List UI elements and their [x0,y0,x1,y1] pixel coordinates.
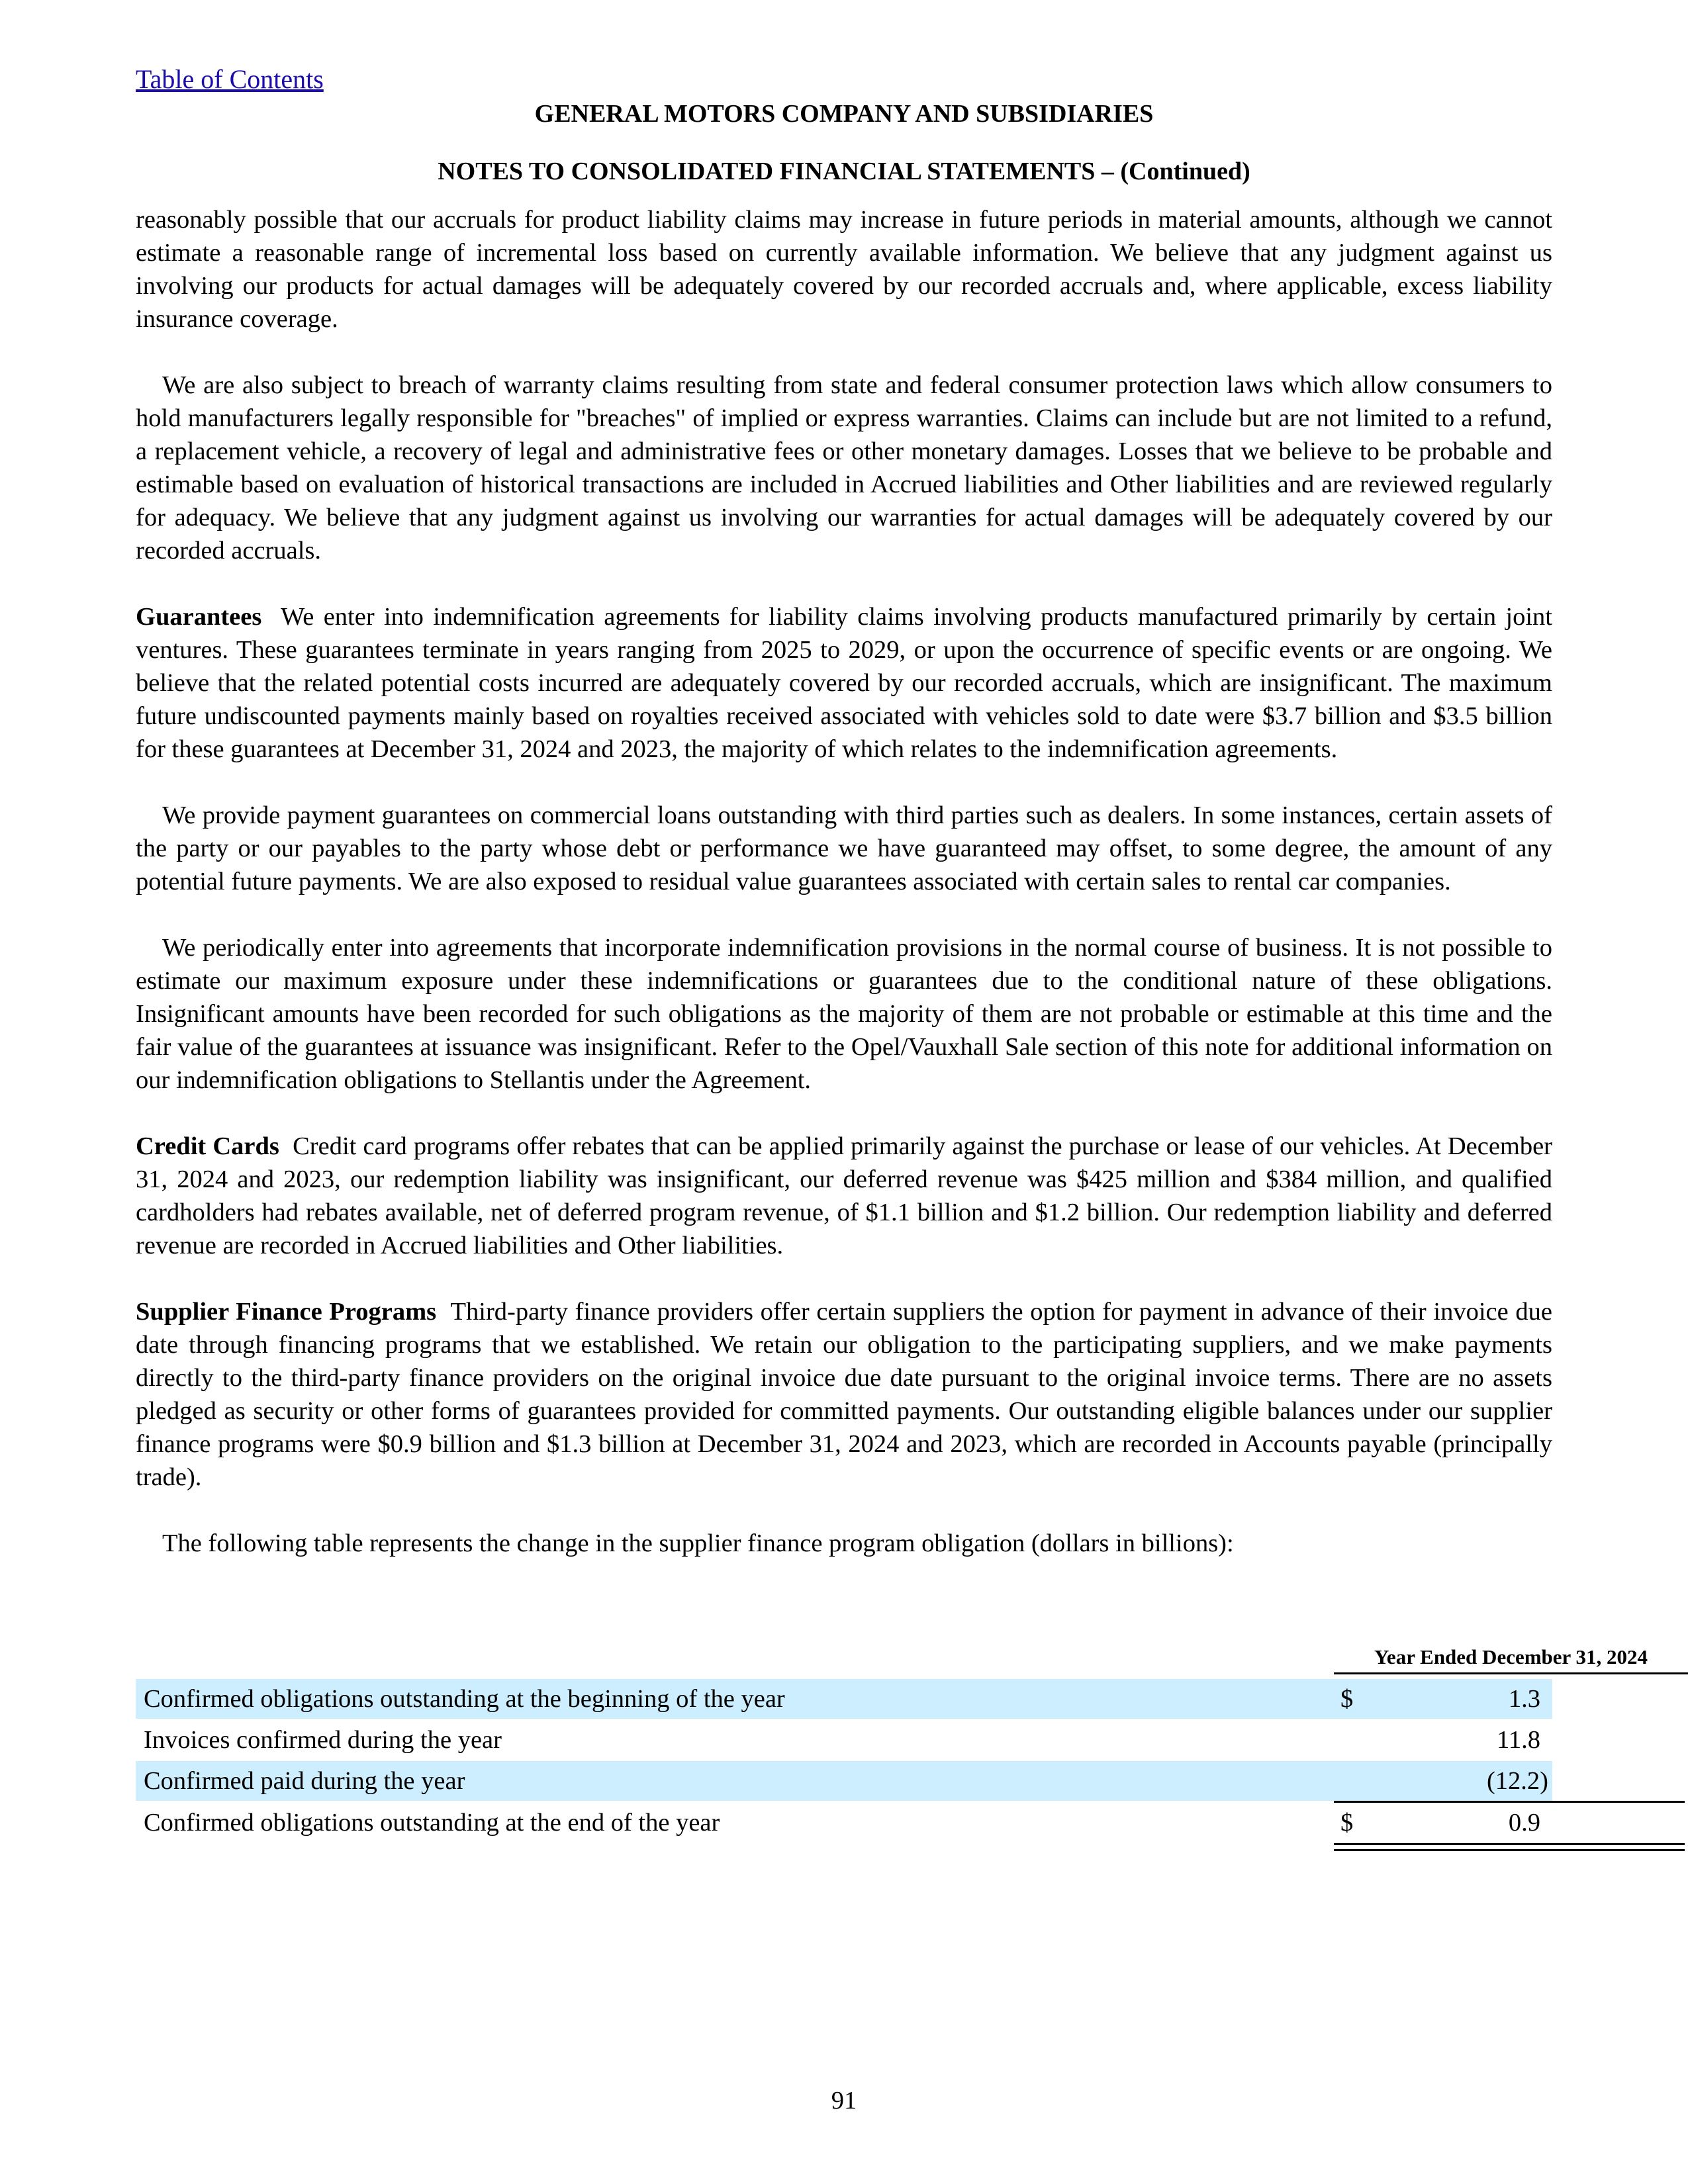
supplier-finance-text: Third-party finance providers offer certain suppliers the option for payment in advance of their invoice due date through financing programs that we established. We retain our obligation to the participating suppliers, and we make payments directly to the third-party finance providers on the original invoice due date pursuant to the original invoice terms. There are no assets pledged as security or other forms of guarantees provided for committed payments. Our outstanding eligible balances under our supplier finance programs were $0.9 billion and $1.3 billion at December 31, 2024 and 2023, which are recorded in Accounts payable (principally trade). [136,1298,1552,1491]
row-amount: (12.2) [1486,1767,1548,1795]
page-number: 91 [831,2087,857,2115]
paragraph-credit-cards [136,1130,1552,1262]
table-row [136,1679,1552,1719]
table-row [136,1803,1552,1843]
table-row [136,1720,1552,1760]
credit-cards-text: Credit card programs offer rebates that can be applied primarily against the purchase or lease of our vehicles. At December 31, 2024 and 2023, our redemption liability was insignificant, our deferred revenue was $425 million and $384 million, and qualified cardholders had rebates available, net of deferred program revenue, of $1.1 billion and $1.2 billion. Our redemption liability and deferred revenue are recorded in Accrued liabilities and Other liabilities. [136,1132,1553,1259]
paragraph-supplier-finance [136,1295,1552,1494]
row-label: Confirmed obligations outstanding at the beginning of the year [144,1685,785,1713]
guarantees-text: We enter into indemnification agreements for liability claims involving products manufactured primarily by certain joint ventures. These guarantees terminate in years ranging from 2025 to 2029, or upon the occurrence of specific events or are ongoing. We believe that the related potential costs incurred are adequately covered by our recorded accruals, which are insignificant. The maximum future undiscounted payments mainly based on royalties received associated with vehicles sold to date were $3.7 billion and $3.5 billion for these guarantees at December 31, 2024 and 2023, the majority of which relates to the indemnification agreements. [136,603,1552,763]
row-dollar-sign: $ [1340,1809,1354,1837]
row-label: Confirmed paid during the year [144,1767,465,1795]
company-title: GENERAL MOTORS COMPANY AND SUBSIDIARIES [534,100,1154,128]
paragraph-indemnification: We periodically enter into agreements that incorporate indemnification provisions in the normal course of business. It is not possible to estimate our maximum exposure under these indemnifications or guarantees due to the conditional nature of these obligations. Insignificant amounts have been recorded for such obligations as the majority of them are not probable or estimable at this time and the fair value of the guarantees at issuance was insignificant. Refer to the Opel/Vauxhall Sale section of this note for additional information on our indemnification obligations to Stellantis under the Agreement. [136,934,1552,1094]
supplier-finance-heading: Supplier Finance Programs [136,1298,437,1326]
guarantees-heading: Guarantees [136,603,262,631]
notes-body [136,203,1552,1593]
column-header-year: Year Ended December 31, 2024 [1334,1645,1688,1674]
row-label: Confirmed obligations outstanding at the end of the year [144,1809,720,1837]
credit-cards-heading: Credit Cards [136,1132,279,1160]
paragraph-guarantees [136,600,1552,766]
row-amount: 0.9 [1508,1809,1540,1837]
paragraph-payment-guarantees: We provide payment guarantees on commercial loans outstanding with third parties such as dealers. In some instances, certain assets of the party or our payables to the party whose debt or performance we have guaranteed may offset, to some degree, the amount of any potential future payments. We are also exposed to residual value guarantees associated with certain sales to rental car companies. [136,801,1552,895]
row-dollar-sign: $ [1340,1685,1354,1713]
row-amount: 11.8 [1497,1726,1540,1754]
table-row [136,1761,1552,1801]
paragraph-breach-of-warranty: We are also subject to breach of warranty claims resulting from state and federal consumer protection laws which allow consumers to hold manufacturers legally responsible for "breaches" of implied or express warranties. Claims can include but are not limited to a refund, a replacement vehicle, a recovery of legal and administrative fees or other monetary damages. Losses that we believe to be probable and estimable based on evaluation of historical transactions are included in Accrued liabilities and Other liabilities and are reviewed regularly for adequacy. We believe that any judgment against us involving our warranties for actual damages will be adequately covered by our recorded accruals. [136,371,1552,565]
paragraph-product-liability-continued: reasonably possible that our accruals for product liability claims may increase in future periods in material amounts, although we cannot estimate a reasonable range of incremental loss based on currently available information. We believe that any judgment against us involving our products for actual damages will be adequately covered by our recorded accruals and, where applicable, excess liability insurance coverage. [136,206,1552,333]
paragraph-table-intro: The following table represents the change in the supplier finance program obligation (dollars in billions): [162,1529,1234,1557]
total-double-rule [1334,1843,1685,1851]
row-amount: 1.3 [1508,1685,1540,1713]
row-label: Invoices confirmed during the year [144,1726,502,1754]
notes-title: NOTES TO CONSOLIDATED FINANCIAL STATEMENTS – (Continued) [438,158,1250,185]
table-of-contents-link[interactable]: Table of Contents [136,64,324,94]
